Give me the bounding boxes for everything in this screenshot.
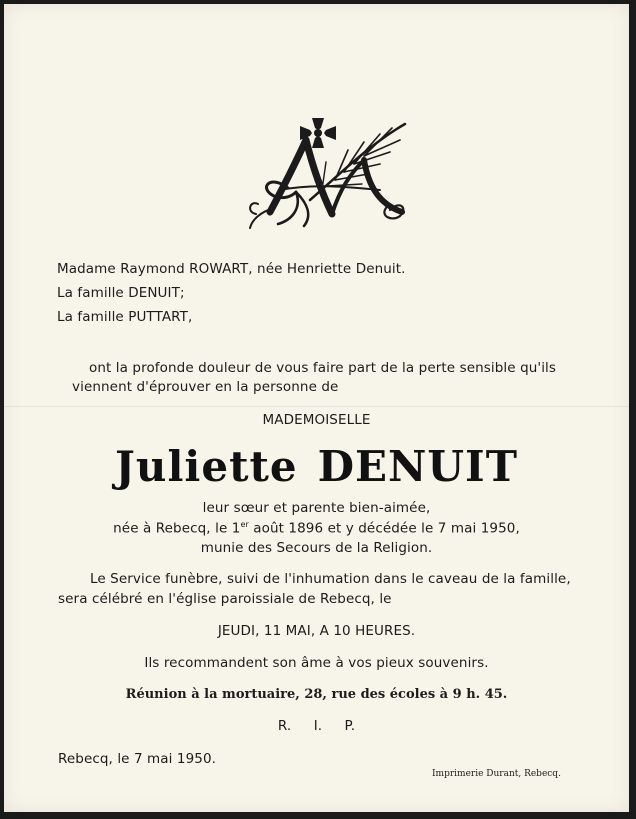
header-line-puttart-family: La famille PUTTART, xyxy=(57,309,193,325)
service-line-2: sera célébré en l'église paroissiale de Rebecq, le xyxy=(58,591,392,607)
title-mademoiselle: MADEMOISELLE xyxy=(262,412,371,428)
cross-monogram-emblem xyxy=(240,104,410,232)
details-line-3: munie des Secours de la Religion. xyxy=(200,540,433,556)
deceased-first-name: Juliette xyxy=(115,442,298,491)
header-line-rowart: Madame Raymond ROWART, née Henriette Denuit. xyxy=(57,261,406,277)
service-date-time: JEUDI, 11 MAI, A 10 HEURES. xyxy=(217,623,416,639)
printer-credit: Imprimerie Durant, Rebecq. xyxy=(432,769,561,779)
recommendation-line: Ils recommandent son âme à vos pieux souvenirs. xyxy=(144,655,489,671)
mortuary-reunion-line: Réunion à la mortuaire, 28, rue des écoles à 9 h. 45. xyxy=(125,687,508,702)
paper-fold-line xyxy=(4,406,629,407)
service-line-1: Le Service funèbre, suivi de l'inhumation dans le caveau de la famille, xyxy=(90,571,571,587)
rip-text: R. I. P. xyxy=(277,718,356,734)
header-line-denuit-family: La famille DENUIT; xyxy=(57,285,185,301)
deceased-name xyxy=(4,442,629,491)
intro-line-1: ont la profonde douleur de vous faire part de la perte sensible qu'ils xyxy=(89,360,557,376)
details-line-2: née à Rebecq, le 1er août 1896 et y décédée le 7 mai 1950, xyxy=(113,520,520,537)
place-and-date: Rebecq, le 7 mai 1950. xyxy=(58,751,217,767)
deceased-last-name: DENUIT xyxy=(317,442,518,491)
intro-line-2: viennent d'éprouver en la personne de xyxy=(72,379,339,395)
details-line-1: leur sœur et parente bien-aimée, xyxy=(202,500,431,516)
death-notice-card xyxy=(4,4,629,812)
